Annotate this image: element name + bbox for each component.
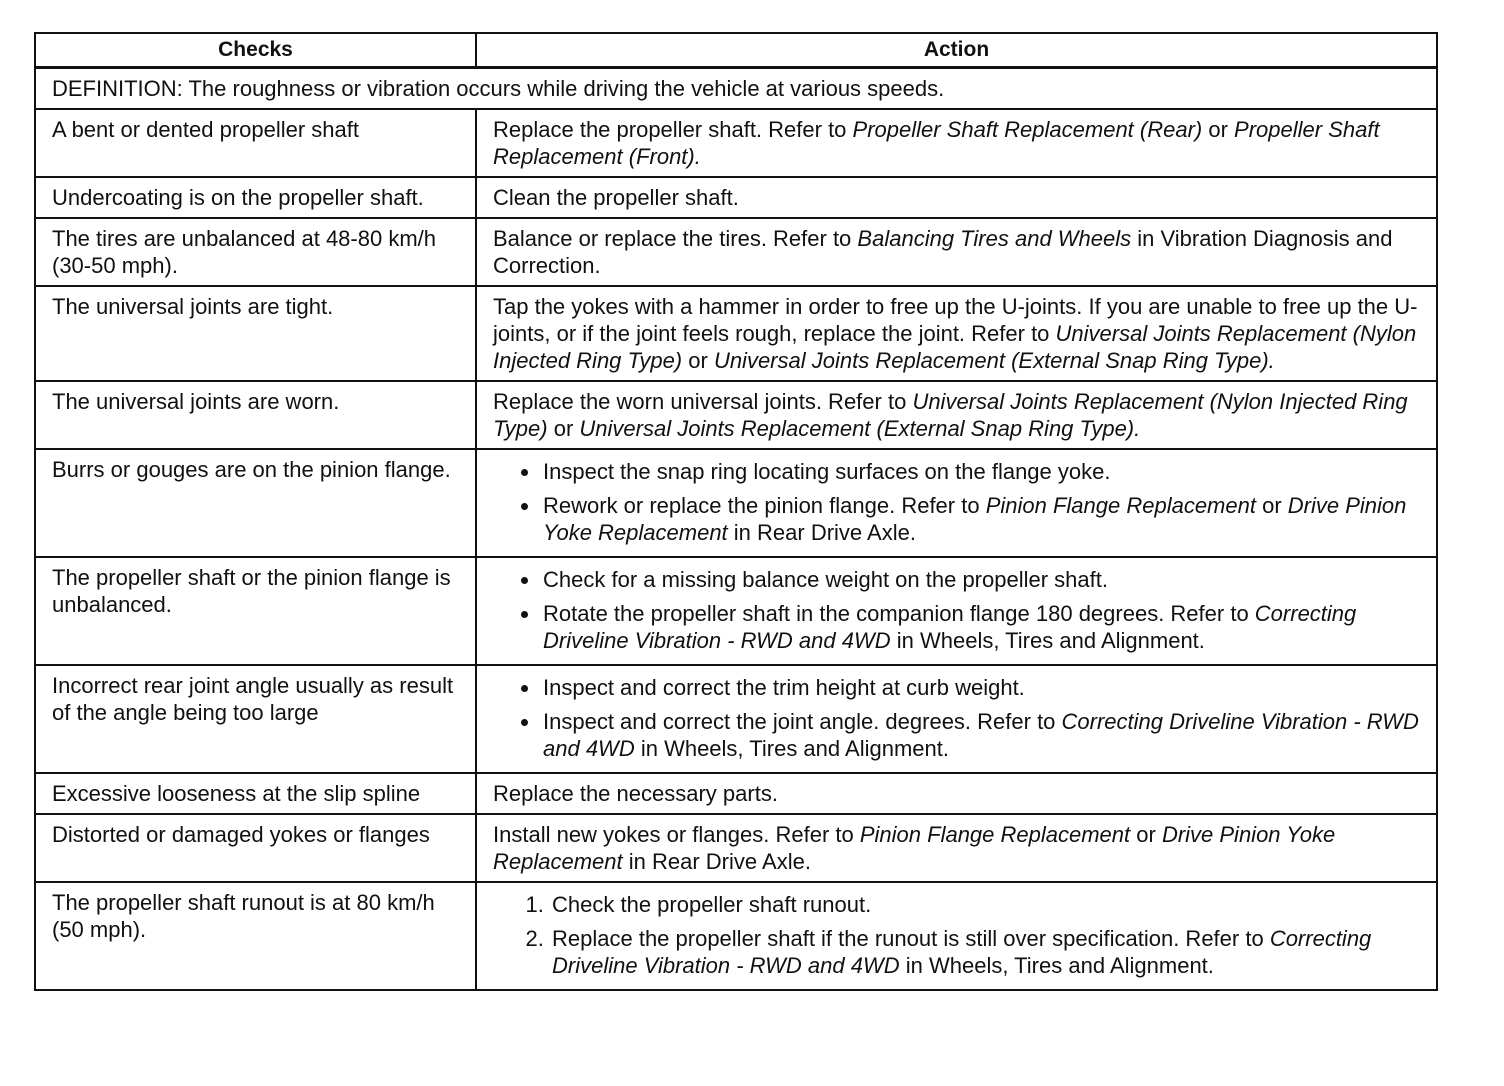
- action-text-segment: Inspect the snap ring locating surfaces on the flange yoke.: [543, 459, 1111, 484]
- action-text-segment: or: [1130, 822, 1162, 847]
- checks-column-header: Checks: [35, 33, 476, 68]
- action-cell: [476, 449, 1437, 557]
- action-text-segment: or: [547, 416, 580, 441]
- action-text-segment: Balance or replace the tires. Refer to: [493, 226, 858, 251]
- action-text-segment: Replace the propeller shaft if the runout is still over specification. Refer to: [552, 926, 1270, 951]
- numbered-steps-list: [493, 891, 1426, 979]
- table-row: [35, 109, 1437, 177]
- table-row: [35, 286, 1437, 381]
- action-text-segment: in Vibration Diagnosis and Correction.: [493, 226, 1393, 278]
- definition-row: [35, 68, 1437, 110]
- check-cell: The universal joints are tight.: [35, 286, 476, 381]
- reference-title: Correcting Driveline Vibration - RWD and 4WD: [552, 926, 1372, 978]
- list-item: [541, 492, 1426, 546]
- reference-title: Pinion Flange Replacement: [859, 822, 1131, 847]
- check-cell: Undercoating is on the propeller shaft.: [35, 177, 476, 218]
- action-text-segment: Clean the propeller shaft.: [493, 185, 739, 210]
- check-cell: The propeller shaft or the pinion flange is unbalanced.: [35, 557, 476, 665]
- list-item: [550, 925, 1426, 979]
- action-text-segment: in Rear Drive Axle.: [727, 520, 916, 545]
- action-text-segment: in Wheels, Tires and Alignment.: [899, 953, 1214, 978]
- definition-text: DEFINITION: The roughness or vibration occurs while driving the vehicle at various speeds.: [35, 68, 1437, 110]
- table-row: [35, 814, 1437, 882]
- table-row: [35, 882, 1437, 990]
- list-item: [541, 458, 1426, 485]
- table-body: [35, 68, 1437, 991]
- action-text-segment: Replace the propeller shaft. Refer to: [493, 117, 853, 142]
- reference-title: Universal Joints Replacement (Nylon Injected Ring Type): [493, 321, 1417, 373]
- check-cell: The universal joints are worn.: [35, 381, 476, 449]
- reference-title: Universal Joints Replacement (External Snap Ring Type).: [713, 348, 1275, 373]
- bullet-list: [493, 674, 1426, 762]
- reference-title: Correcting Driveline Vibration - RWD and 4WD: [543, 601, 1357, 653]
- reference-title: Balancing Tires and Wheels: [857, 226, 1132, 251]
- reference-title: Drive Pinion Yoke Replacement: [493, 822, 1336, 874]
- check-cell: A bent or dented propeller shaft: [35, 109, 476, 177]
- table-row: [35, 773, 1437, 814]
- check-cell: The tires are unbalanced at 48-80 km/h (30-50 mph).: [35, 218, 476, 286]
- list-item: [541, 708, 1426, 762]
- action-text-segment: in Wheels, Tires and Alignment.: [634, 736, 949, 761]
- action-cell: [476, 381, 1437, 449]
- check-cell: Incorrect rear joint angle usually as result of the angle being too large: [35, 665, 476, 773]
- check-cell: Distorted or damaged yokes or flanges: [35, 814, 476, 882]
- reference-title: Drive Pinion Yoke Replacement: [543, 493, 1407, 545]
- table-row: [35, 218, 1437, 286]
- action-text-segment: Rework or replace the pinion flange. Refer to: [543, 493, 986, 518]
- table-row: [35, 381, 1437, 449]
- reference-title: Correcting Driveline Vibration - RWD and 4WD: [543, 709, 1419, 761]
- action-text-segment: Inspect and correct the joint angle. degrees. Refer to: [543, 709, 1062, 734]
- bullet-list: [493, 566, 1426, 654]
- action-cell: [476, 773, 1437, 814]
- list-item: [541, 566, 1426, 593]
- reference-title: Universal Joints Replacement (Nylon Injected Ring Type): [493, 389, 1408, 441]
- table-row: [35, 557, 1437, 665]
- check-cell: Burrs or gouges are on the pinion flange.: [35, 449, 476, 557]
- reference-title: Universal Joints Replacement (External Snap Ring Type).: [579, 416, 1141, 441]
- action-cell: [476, 109, 1437, 177]
- action-cell: [476, 814, 1437, 882]
- action-text-segment: Replace the worn universal joints. Refer to: [493, 389, 913, 414]
- action-cell: [476, 286, 1437, 381]
- diagnosis-table: [34, 32, 1438, 991]
- table-header-row: [35, 33, 1437, 68]
- action-text-segment: Inspect and correct the trim height at curb weight.: [543, 675, 1025, 700]
- check-cell: The propeller shaft runout is at 80 km/h (50 mph).: [35, 882, 476, 990]
- table-row: [35, 449, 1437, 557]
- table-row: [35, 665, 1437, 773]
- action-text-segment: in Rear Drive Axle.: [622, 849, 811, 874]
- check-cell: Excessive looseness at the slip spline: [35, 773, 476, 814]
- action-text-segment: Check for a missing balance weight on the propeller shaft.: [543, 567, 1108, 592]
- list-item: [550, 891, 1426, 918]
- action-text-segment: Replace the necessary parts.: [493, 781, 778, 806]
- reference-title: Propeller Shaft Replacement (Front).: [493, 117, 1380, 169]
- bullet-list: [493, 458, 1426, 546]
- action-column-header: Action: [476, 33, 1437, 68]
- reference-title: Propeller Shaft Replacement (Rear): [852, 117, 1203, 142]
- list-item: [541, 674, 1426, 701]
- action-cell: [476, 557, 1437, 665]
- table-row: [35, 177, 1437, 218]
- reference-title: Pinion Flange Replacement: [985, 493, 1256, 518]
- action-cell: [476, 218, 1437, 286]
- action-cell: [476, 882, 1437, 990]
- action-text-segment: Install new yokes or flanges. Refer to: [493, 822, 860, 847]
- action-text-segment: Check the propeller shaft runout.: [552, 892, 872, 917]
- action-text-segment: Rotate the propeller shaft in the companion flange 180 degrees. Refer to: [543, 601, 1255, 626]
- action-text-segment: or: [1255, 493, 1288, 518]
- action-text-segment: Tap the yokes with a hammer in order to free up the U-joints. If you are unable to free up the U-joints, or if the joint feels rough, replace the joint. Refer to: [493, 294, 1418, 346]
- action-cell: [476, 177, 1437, 218]
- action-text-segment: or: [682, 348, 714, 373]
- action-text-segment: in Wheels, Tires and Alignment.: [890, 628, 1205, 653]
- action-cell: [476, 665, 1437, 773]
- list-item: [541, 600, 1426, 654]
- action-text-segment: or: [1202, 117, 1235, 142]
